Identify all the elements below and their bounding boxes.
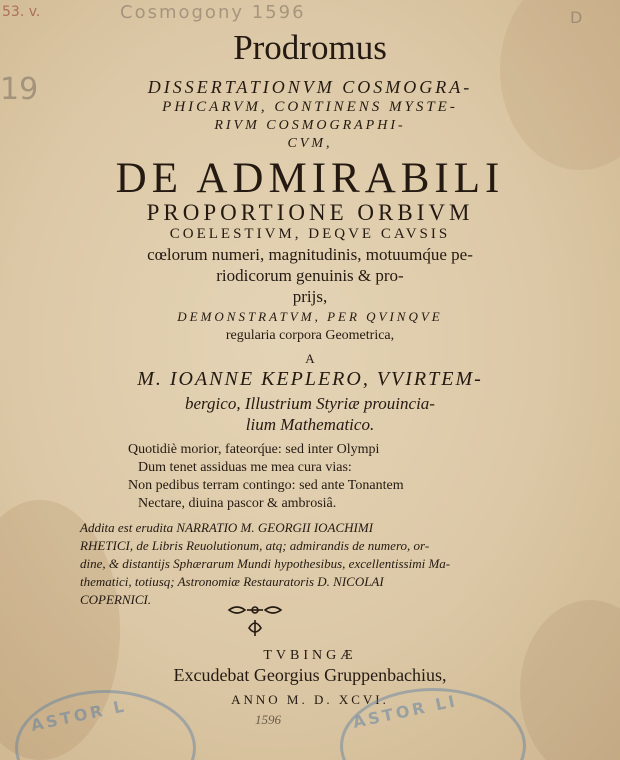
corner-note: D (570, 8, 583, 27)
title-line-2: PHICARVM, CONTINENS MYSTE- (162, 99, 458, 115)
demonstration-line-2: regularia corpora Geometrica, (225, 328, 395, 343)
author-line-1: M. IOANNE KEPLERO, VVIRTEM- (137, 368, 483, 390)
library-stamp-left-text: ASTOR L (29, 696, 129, 735)
printers-ornament (225, 602, 285, 642)
subtitle-1: PROPORTIONE ORBIVM (146, 200, 474, 225)
imprint-year: ANNO M. D. XCVI. (231, 692, 389, 707)
demonstration-line-1: DEMONSTRATVM, PER QVINQVE (177, 309, 443, 324)
subtitle-4: riodicorum genuinis & pro- (216, 266, 404, 285)
addition-line-2: RHETICI, de Libris Reuolutionum, atq; admirandis de numero, or- (80, 538, 430, 553)
addition-line-3: dine, & distantijs Sphærarum Mundi hypothesibus, excellentissimi Ma- (80, 556, 451, 571)
subtitle-2: COELESTIVM, DEQVE CAVSIS (169, 226, 451, 242)
author-line-2: bergico, Illustrium Styriæ prouincia- (185, 394, 435, 413)
work-heading: Prodromus (233, 28, 387, 67)
addition-line-5: COPERNICI. (80, 592, 152, 607)
subtitle-5: prijs, (292, 287, 328, 306)
verse-line-2: Dum tenet assiduas me mea cura vias: (138, 460, 352, 475)
title-line-1: DISSERTATIONVM COSMOGRA- (147, 77, 473, 97)
title-line-3: RIVM COSMOGRAPHI- (214, 118, 406, 133)
preposition-a: A (305, 351, 315, 366)
title-line-4: CVM, (287, 136, 333, 151)
library-stamp-right-text: ASTOR LI (351, 691, 460, 732)
verse-line-4: Nectare, diuina pascor & ambrosiâ. (138, 496, 337, 511)
verse-line-3: Non pedibus terram contingo: sed ante Tonantem (128, 478, 404, 493)
author-line-3: lium Mathematico. (245, 415, 375, 434)
imprint-city: TVBINGÆ (263, 648, 357, 663)
catalog-note: Cosmogony 1596 (120, 2, 306, 23)
shelfmark-note: 53. v. (2, 4, 41, 20)
addition-line-4: thematici, totiusq; Astronomiæ Restauratoris D. NICOLAI (80, 574, 384, 589)
main-title: DE ADMIRABILI (115, 155, 505, 202)
handwritten-year: 1596 (255, 712, 281, 727)
edge-note: 19 (0, 72, 39, 107)
verse-line-1: Quotidiè morior, fateorq́ue: sed inter Olympi (128, 442, 380, 457)
subtitle-3: cœlorum numeri, magnitudinis, motuumq́ue pe- (147, 245, 473, 264)
imprint-printer: Excudebat Georgius Gruppenbachius, (173, 665, 447, 685)
addition-line-1: Addita est erudita NARRATIO M. GEORGII IOACHIMI (80, 520, 374, 535)
